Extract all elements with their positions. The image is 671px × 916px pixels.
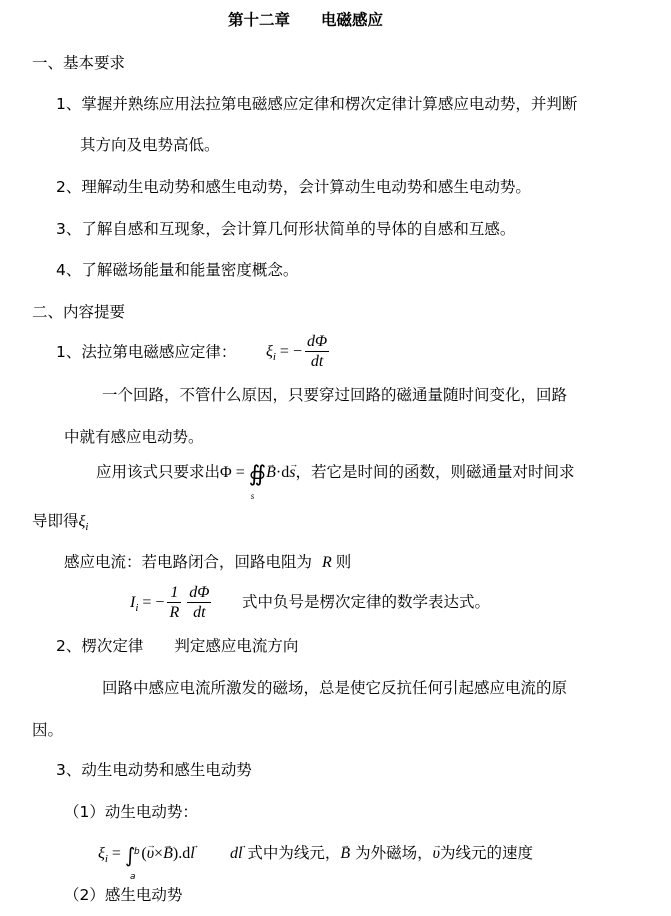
section2-heading: 二、内容提要 xyxy=(32,303,126,321)
induced-current-line: 感应电流：若电路闭合，回路电阻为 R 则 xyxy=(64,553,352,571)
current-note: 式中负号是楞次定律的数学表达式。 xyxy=(242,593,491,611)
section1-heading: 一、基本要求 xyxy=(32,54,126,72)
lenz-line1: 回路中感应电流所激发的磁场，总是使它反抗任何引起感应电流的原 xyxy=(102,679,568,697)
requirement-1: 1、掌握并熟练应用法拉第电磁感应定律和楞次定律计算感应电动势，并判断 xyxy=(56,95,578,113)
motional-emf-note: d→ l 式中为线元，→ B 为外磁场，→ υ为线元的速度 xyxy=(230,843,533,864)
faraday-formula: $\xi_i$ = − $\frac{d\Phi}{dt}$ xyxy=(266,333,328,370)
faraday-para2-after: ，若它是时间的函数，则磁通量对时间求 xyxy=(295,463,575,481)
faraday-para1-line1: 一个回路，不管什么原因，只要穿过回路的磁通量随时间变化，回路 xyxy=(102,386,568,404)
induced-emf-label: （2）感生电动势 xyxy=(64,886,183,904)
faraday-para2 xyxy=(96,461,575,501)
current-formula: $I_i$ = − $\frac{1}{R}$ $\frac{d\Phi}{dt}$ xyxy=(130,584,210,621)
faraday-para2-line2: 导即得$\xi_i$ xyxy=(32,512,89,533)
requirement-3: 3、了解自感和互现象，会计算几何形状简单的导体的自感和互感。 xyxy=(56,220,516,238)
faraday-para1-line2: 中就有感应电动势。 xyxy=(64,428,204,446)
lenz-line2: 因。 xyxy=(32,721,64,739)
motional-emf-label: （1）动生电动势： xyxy=(64,803,198,821)
requirement-2: 2、理解动生电动势和感生电动势，会计算动生电动势和感生电动势。 xyxy=(56,178,531,196)
faraday-label: 1、法拉第电磁感应定律： xyxy=(56,343,237,361)
emf-label: 3、动生电动势和感生电动势 xyxy=(56,761,252,779)
motional-emf-formula: $\xi_i$ = ∫ b a (→ υ×→ B).d→ l xyxy=(98,843,195,869)
lenz-label: 2、楞次定律 判定感应电流方向 xyxy=(56,637,299,655)
chapter-title: 第十二章 电磁感应 xyxy=(228,11,384,29)
flux-integral: Φ = ∯ s → B·d→ s xyxy=(220,464,295,481)
requirement-4: 4、了解磁场能量和能量密度概念。 xyxy=(56,261,299,279)
requirement-1-cont: 其方向及电势高低。 xyxy=(80,136,220,154)
faraday-para2-before: 应用该式只要求出 xyxy=(96,463,221,481)
